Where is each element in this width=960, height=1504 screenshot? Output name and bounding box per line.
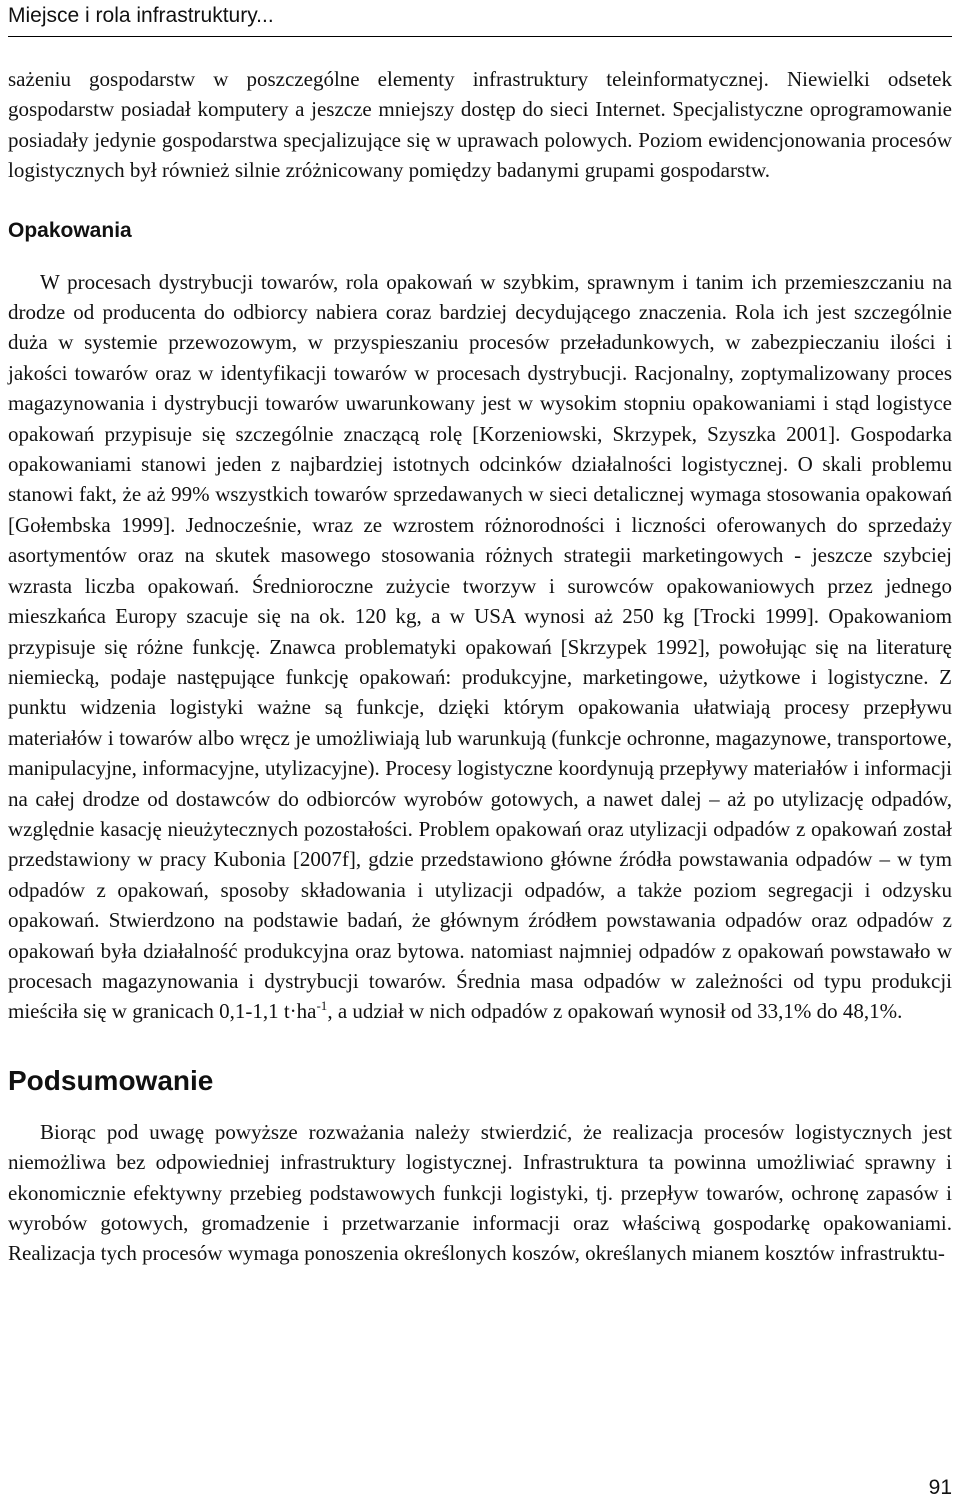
section-heading-podsumowanie: Podsumowanie [8,1064,214,1096]
opakowania-paragraph-text: W procesach dystrybucji towarów, rola opakowań w szybkim, sprawnym i tanim ich przemieszczaniu na drodze od producenta do odbiorcy nabiera coraz bardziej decydującego znaczenia. Rola ich jest szczególnie duża w systemie przewozowym, w przyspieszaniu procesów przeładunkowych, w zabezpieczaniu ilości i jakości towarów oraz w identyfikacji towarów w procesach dystrybucji. Racjonalny, zoptymalizowany proces magazynowania i dystrybucji towarów uwarunkowany jest w wysokim stopniu opakowaniami i stąd logistyce opakowań przypisuje się szczególnie znaczącą rolę [Korzeniowski, Skrzypek, Szyszka 2001]. Gospodarka opakowaniami stanowi jeden z najbardziej istotnych odcinków działalności logistycznej. O skali problemu stanowi fakt, że aż 99% wszystkich towarów sprzedawanych w sieci detalicznej wymaga stosowania opakowań [Gołembska 1999]. Jednocześnie, wraz ze wzrostem różnorodności i liczności oferowanych do sprzedaży asortymentów oraz na skutek masowego stosowania różnych strategii marketingowych - jeszcze szybciej wzrasta liczba opakowań. Średnioroczne zużycie tworzyw i surowców opakowaniowych przez jednego mieszkańca Europy szacuje się na ok. 120 kg, a w USA wynosi aż 250 kg [Trocki 1999]. Opakowaniom przypisuje się różne funkcję. Znawca problematyki opakowań [Skrzypek 1992], powołując się na literaturę niemiecką, podaje następujące funkcję opakowań: produkcyjne, marketingowe, użytkowe i logistyczne. Z punktu widzenia logistyki ważne są funkcje, dzięki którym opakowania ułatwiają procesy przepływu materiałów i towarów albo wręcz je umożliwiają lub warunkują (funkcje ochronne, magazynowe, transportowe, manipulacyjne, informacyjne, utylizacyjne). Procesy logistyczne koordynują przepływy materiałów i informacji na całej drodze od dostawców do odbiorców wyrobów gotowych, a nawet dalej – aż po utylizację odpadów, względnie kasację nieużytecznych pozostałości. Problem opakowań oraz utylizacji odpadów z opakowań został przedstawiony w pracy Kubonia [2007f], gdzie przedstawiono główne źródła powstawania odpadów – w tym odpadów z opakowań, sposoby składowania i utylizacji odpadów, a także poziom segregacji i odzysku opakowań. Stwierdzono na podstawie badań, że głównym źródłem powstawania odpadów oraz odpadów z opakowań była działalność produkcyjna oraz bytowa. natomiast najmniej odpadów z opakowań powstawało w procesach magazynowania i dystrybucji towarów. Średnia masa odpadów w zależności od typu produkcji mieściła się w granicach 0,1-1,1 t·ha [8,269,952,1024]
running-header-title: Miejsce i rola infrastruktury... [8,4,274,27]
page-number: 91 [928,1476,952,1499]
unit-superscript: -1 [316,998,328,1014]
opakowania-paragraph [8,267,952,1027]
opakowania-paragraph-end: , a udział w nich odpadów z opakowań wynosił od 33,1% do 48,1%. [327,999,903,1024]
section-heading-opakowania: Opakowania [8,218,132,242]
running-header [8,0,952,37]
podsumowanie-paragraph: Biorąc pod uwagę powyższe rozważania należy stwierdzić, że realizacja procesów logistycznych jest niemożliwa bez odpowiedniej infrastruktury logistycznej. Infrastruktura ta powinna umożliwiać sprawny i ekonomicznie efektywny przebieg podstawowych funkcji logistyki, tj. przepływ towarów, ochronę zapasów i wyrobów gotowych, gromadzenie i przetwarzanie informacji oraz właściwą gospodarkę opakowaniami. Realizacja tych procesów wymaga ponoszenia określonych koszów, określanych mianem kosztów infrastruktu- [8,1119,952,1266]
intro-paragraph: sażeniu gospodarstw w poszczególne elementy infrastruktury teleinformatycznej. Niewielki odsetek gospodarstw posiadał komputery a jeszcze mniejszy dostęp do sieci Internet. Specjalistyczne oprogramowanie posiadały jedynie gospodarstwa specjalizujące się w uprawach polowych. Poziom ewidencjonowania procesów logistycznych był również silnie zróżnicowany pomiędzy badanymi grupami gospodarstw. [8,67,952,183]
page-content [8,64,952,1269]
